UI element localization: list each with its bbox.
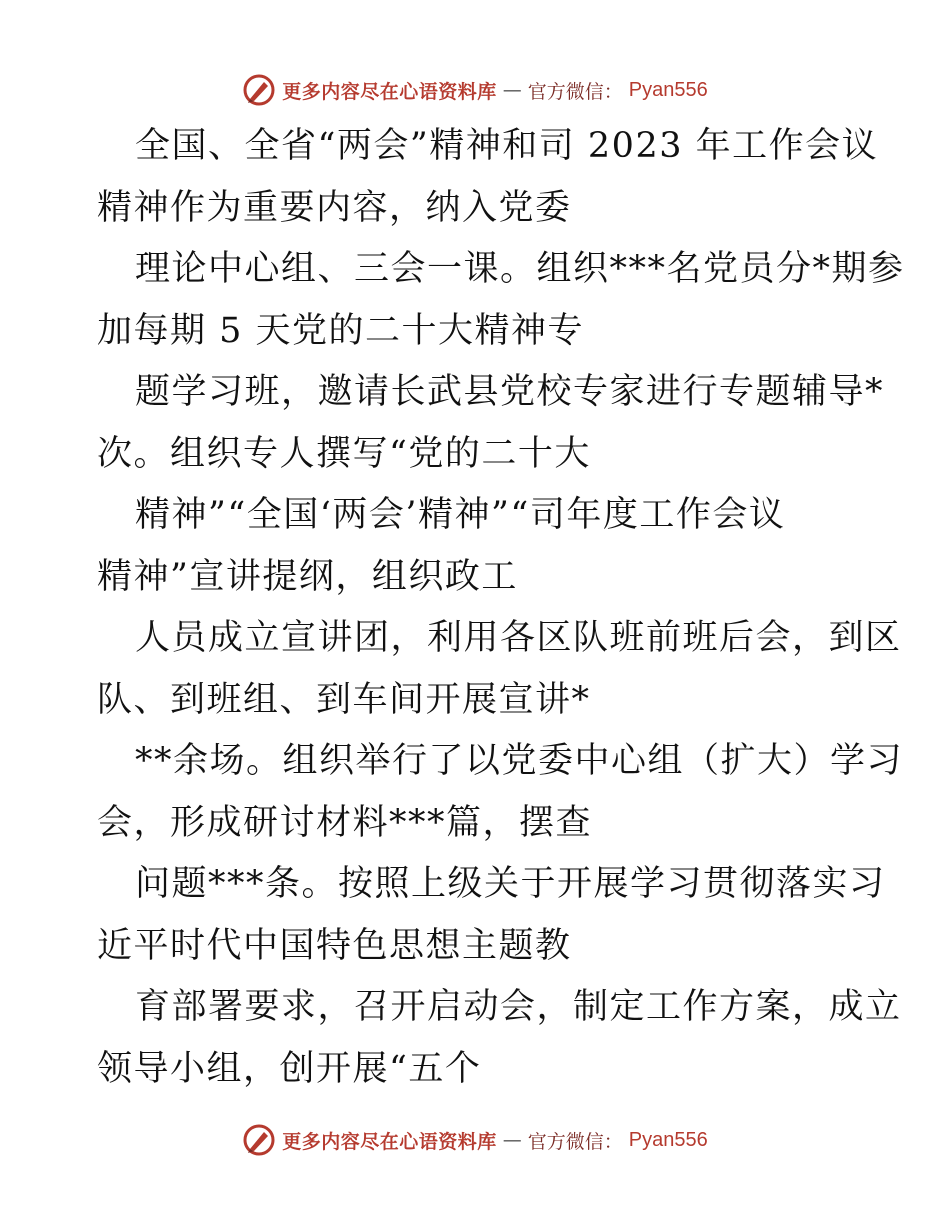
pen-logo-icon <box>242 1123 276 1157</box>
header-watermark-banner <box>0 70 950 110</box>
text-line: 领导小组，创开展“五个 <box>97 1048 482 1089</box>
pen-logo-icon <box>242 73 276 107</box>
footer-banner-id: Pyan556 <box>628 1128 708 1151</box>
text-line: 育部署要求，召开启动会，制定工作方案，成立 <box>135 987 902 1027</box>
text-line: 精神”宣讲提纲，组织政工 <box>97 556 518 597</box>
header-banner-separator: — <box>502 79 522 101</box>
text-line: 问题***条。按照上级关于开展学习贯彻落实习 <box>135 864 886 904</box>
text-line: 全国、全省“两会”精神和司 2023 年工作会议 <box>135 126 879 166</box>
text-line: 人员成立宣讲团，利用各区队班前班后会，到区 <box>135 618 902 658</box>
footer-watermark-banner <box>0 1120 950 1160</box>
text-line: 精神”“全国‘两会’精神”“司年度工作会议 <box>135 495 786 535</box>
footer-banner-text: 更多内容尽在心语资料库 <box>282 1130 497 1153</box>
header-banner-label: 官方微信： <box>527 80 623 103</box>
footer-banner-label: 官方微信： <box>527 1130 623 1153</box>
text-line: 队、到班组、到车间开展宣讲* <box>97 679 591 720</box>
footer-banner-separator: — <box>502 1129 522 1151</box>
text-line: 精神作为重要内容，纳入党委 <box>97 187 572 228</box>
text-line: 加每期 5 天党的二十大精神专 <box>97 310 585 351</box>
header-banner-id: Pyan556 <box>628 78 708 101</box>
text-line: 题学习班，邀请长武县党校专家进行专题辅导* <box>135 372 885 412</box>
text-line: 会，形成研讨材料***篇，摆查 <box>97 802 593 843</box>
text-line: 理论中心组、三会一课。组织***名党员分*期参 <box>135 249 905 289</box>
header-banner-text: 更多内容尽在心语资料库 <box>282 80 497 103</box>
text-line: 次。组织专人撰写“党的二十大 <box>97 433 591 474</box>
text-line: 近平时代中国特色思想主题教 <box>97 925 572 966</box>
document-body <box>97 122 905 1106</box>
text-line: **余场。组织举行了以党委中心组（扩大）学习 <box>135 741 904 781</box>
